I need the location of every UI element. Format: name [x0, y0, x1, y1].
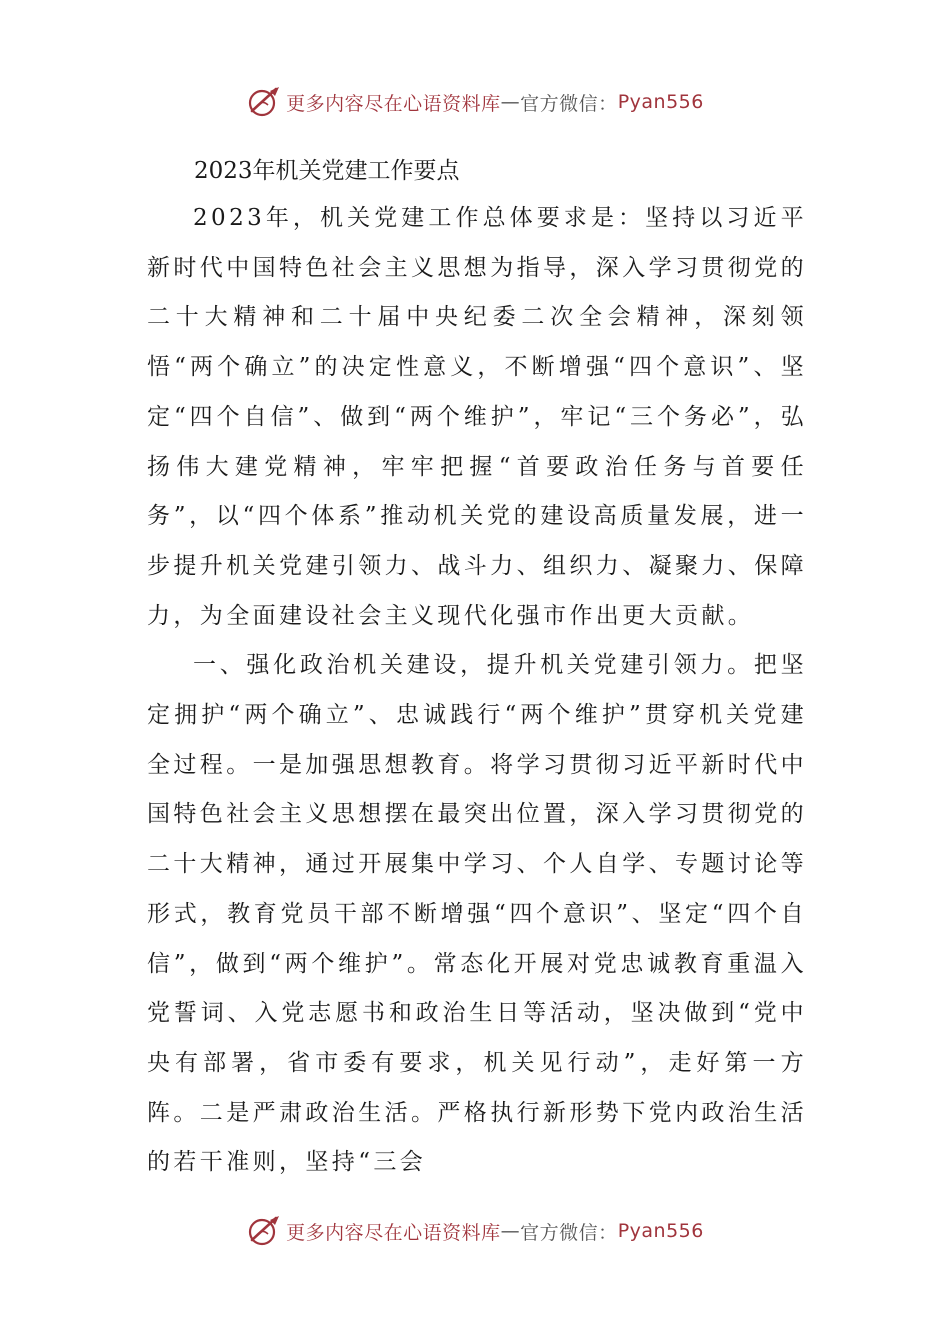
watermark-site-text: 更多内容尽在心语资料库	[286, 1221, 501, 1244]
watermark-wechat-id: Pyan556	[617, 1220, 704, 1242]
watermark-footer	[0, 1211, 950, 1251]
watermark-dash: —	[500, 91, 521, 113]
watermark-header	[0, 82, 950, 122]
watermark-site-text: 更多内容尽在心语资料库	[286, 92, 501, 115]
pen-logo-icon	[246, 85, 282, 119]
watermark-wechat-id: Pyan556	[617, 91, 704, 113]
paragraph-political-construction: 一、强化政治机关建设，提升机关党建引领力。把坚定拥护“两个确立”、忠诚践行“两个维护”贯穿机关党建全过程。一是加强思想教育。将学习贯彻习近平新时代中国特色社会主义思想摆在最突出位置，深入学习贯彻党的二十大精神，通过开展集中学习、个人自学、专题讨论等形式，教育党员干部不断增强“四个意识”、坚定“四个自信”，做到“两个维护”。常态化开展对党忠诚教育重温入党誓词、入党志愿书和政治生日等活动，坚决做到“党中央有部署，省市委有要求，机关见行动”，走好第一方阵。二是严肃政治生活。严格执行新形势下党内政治生活的若干准则，坚持“三会	[147, 652, 807, 1176]
pen-logo-icon	[246, 1214, 282, 1248]
document-title: 2023年机关党建工作要点	[194, 158, 460, 184]
paragraph-overall-requirements: 2023年，机关党建工作总体要求是：坚持以习近平新时代中国特色社会主义思想为指导，深入学习贯彻党的二十大精神和二十届中央纪委二次全会精神，深刻领悟“两个确立”的决定性意义，不断增强“四个意识”、坚定“四个自信”、做到“两个维护”，牢记“三个务必”，弘扬伟大建党精神，牢牢把握“首要政治任务与首要任务”，以“四个体系”推动机关党的建设高质量发展，进一步提升机关党建引领力、战斗力、组织力、凝聚力、保障力，为全面建设社会主义现代化强市作出更大贡献。	[147, 205, 807, 629]
document-body	[147, 148, 807, 1188]
watermark-wechat-label: 官方微信：	[520, 1221, 618, 1244]
watermark-wechat-label: 官方微信：	[520, 92, 618, 115]
watermark-dash: —	[500, 1220, 521, 1242]
